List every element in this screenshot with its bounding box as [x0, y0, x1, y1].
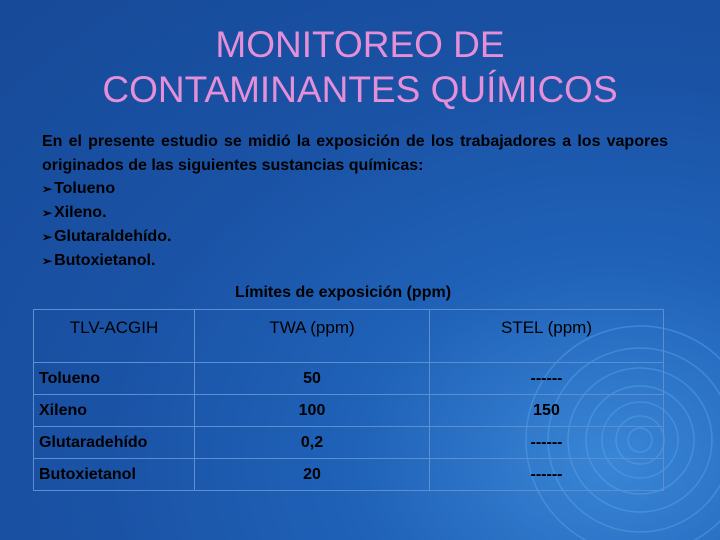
substance-cell: Glutaradehído	[34, 427, 195, 459]
twa-cell: 20	[195, 459, 430, 491]
header-stel: STEL (ppm)	[430, 310, 664, 363]
twa-cell: 50	[195, 363, 430, 395]
table-row	[34, 363, 664, 395]
substance-list	[42, 177, 171, 273]
list-item	[42, 201, 171, 225]
substance-cell: Butoxietanol	[34, 459, 195, 491]
table-caption: Límites de exposición (ppm)	[235, 284, 452, 301]
arrow-bullet-icon: ➢	[42, 254, 53, 268]
twa-cell: 100	[195, 395, 430, 427]
list-item	[42, 225, 171, 249]
stel-cell: 150	[430, 395, 664, 427]
list-item	[42, 177, 171, 201]
arrow-bullet-icon: ➢	[42, 206, 53, 220]
table-header-row	[34, 310, 664, 363]
intro-paragraph: En el presente estudio se midió la exposición de los trabajadores a los vapores originados de las siguientes sustancias químicas:	[42, 133, 668, 174]
title-line-1: MONITOREO DE	[215, 24, 505, 65]
arrow-bullet-icon: ➢	[42, 182, 53, 196]
list-item-label: Xileno.	[54, 204, 107, 221]
table-row	[34, 395, 664, 427]
slide-title	[0, 22, 720, 112]
table-row	[34, 459, 664, 491]
arrow-bullet-icon: ➢	[42, 230, 53, 244]
stel-cell: ------	[430, 459, 664, 491]
header-tlv-acgih: TLV-ACGIH	[34, 310, 195, 363]
list-item-label: Butoxietanol.	[54, 252, 156, 269]
list-item-label: Glutaraldehído.	[54, 228, 172, 245]
substance-cell: Tolueno	[34, 363, 195, 395]
stel-cell: ------	[430, 363, 664, 395]
header-twa: TWA (ppm)	[195, 310, 430, 363]
list-item	[42, 249, 171, 273]
stel-cell: ------	[430, 427, 664, 459]
exposure-limits-table	[33, 309, 664, 491]
table-row	[34, 427, 664, 459]
title-line-2: CONTAMINANTES QUÍMICOS	[102, 69, 618, 110]
twa-cell: 0,2	[195, 427, 430, 459]
list-item-label: Tolueno	[54, 180, 116, 197]
substance-cell: Xileno	[34, 395, 195, 427]
